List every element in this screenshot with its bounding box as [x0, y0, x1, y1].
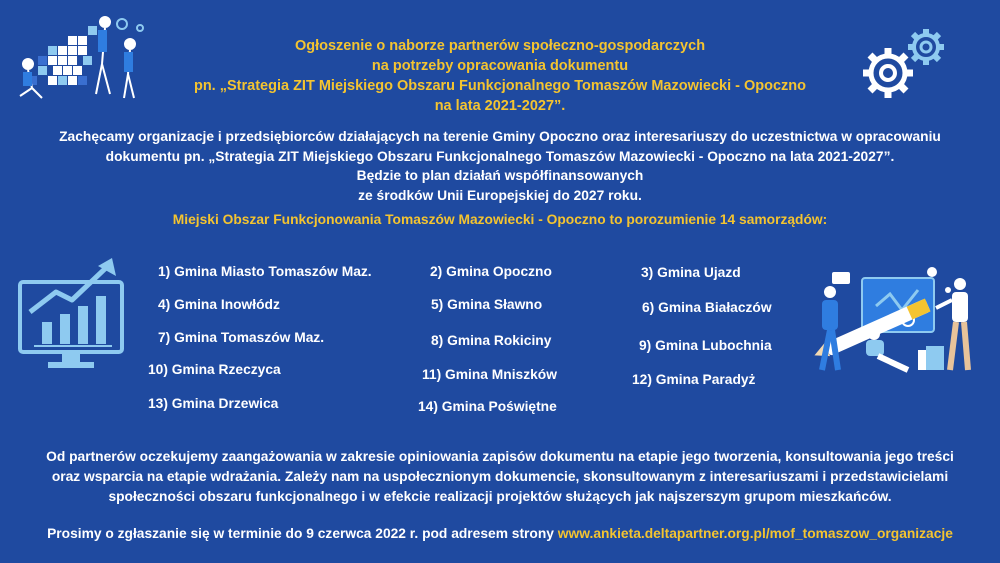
mof-statement: Miejski Obszar Funkcjonowania Tomaszów Mazowiecki - Opoczno to porozumienie 14 samorządów: [172, 212, 828, 227]
title-line-1: Ogłoszenie o naborze partnerów społeczno-gospodarczych [294, 38, 706, 54]
expectations-line-2: oraz wsparcia na etapie wdrażania. Zależy nam na uspołecznionym dokumencie, skonsultowanym z interesariuszami i przedstawicielami [51, 469, 949, 484]
gmina-item: 14) Gmina Poświętne [418, 399, 557, 414]
gmina-item: 9) Gmina Lubochnia [639, 338, 772, 353]
gmina-item: 1) Gmina Miasto Tomaszów Maz. [158, 264, 372, 279]
announcement-title [150, 36, 850, 116]
gmina-item: 4) Gmina Inowłódz [158, 297, 280, 312]
team-puzzle-illustration [10, 14, 150, 106]
expectations-paragraph [0, 447, 1000, 507]
gmina-item: 7) Gmina Tomaszów Maz. [158, 330, 325, 345]
survey-link[interactable]: www.ankieta.deltapartner.org.pl/mof_tomaszow_organizacje [557, 526, 953, 541]
deadline-line [0, 526, 1000, 541]
title-line-2: na potrzeby opracowania dokumentu [371, 58, 629, 74]
gmina-item: 10) Gmina Rzeczyca [148, 362, 281, 377]
growth-chart-monitor-icon [16, 256, 126, 376]
deadline-text: Prosimy o zgłaszanie się w terminie do 9 czerwca 2022 r. pod adresem strony [47, 526, 558, 541]
gmina-item: 5) Gmina Sławno [431, 297, 543, 312]
expectations-line-3: społeczności obszaru funkcjonalnego i w efekcie realizacji projektów służących jak najszerszym grupom mieszkańców. [108, 489, 892, 504]
team-whiteboard-illustration [808, 266, 988, 378]
intro-line-2: dokumentu pn. „Strategia ZIT Miejskiego Obszaru Funkcjonalnego Tomaszów Mazowiecki - Opoczno na lata 2021-2027”. [105, 148, 895, 164]
expectations-line-1: Od partnerów oczekujemy zaangażowania w zakresie opiniowania zapisów dokumentu na etapie jego tworzenia, konsultowania jego treści [46, 449, 954, 464]
gmina-item: 3) Gmina Ujazd [641, 265, 741, 280]
gmina-item: 2) Gmina Opoczno [430, 264, 552, 279]
gears-icon [856, 25, 952, 105]
intro-line-3: Będzie to plan działań współfinansowanych [356, 168, 644, 183]
gmina-item: 6) Gmina Białaczów [642, 300, 772, 315]
gmina-item: 8) Gmina Rokiciny [431, 333, 552, 348]
intro-paragraph [0, 127, 1000, 205]
intro-line-1: Zachęcamy organizacje i przedsiębiorców działających na terenie Gminy Opoczno oraz interesariuszy do uczestnictwa w opracowaniu [59, 129, 941, 144]
intro-line-4: ze środków Unii Europejskiej do 2027 roku. [358, 187, 642, 203]
gmina-item: 11) Gmina Mniszków [422, 367, 557, 382]
gmina-item: 12) Gmina Paradyż [632, 372, 756, 387]
title-line-3: pn. „Strategia ZIT Miejskiego Obszaru Funkcjonalnego Tomaszów Mazowiecki - Opoczno [193, 78, 807, 94]
gmina-item: 13) Gmina Drzewica [148, 396, 279, 411]
title-line-4: na lata 2021-2027”. [434, 98, 566, 114]
